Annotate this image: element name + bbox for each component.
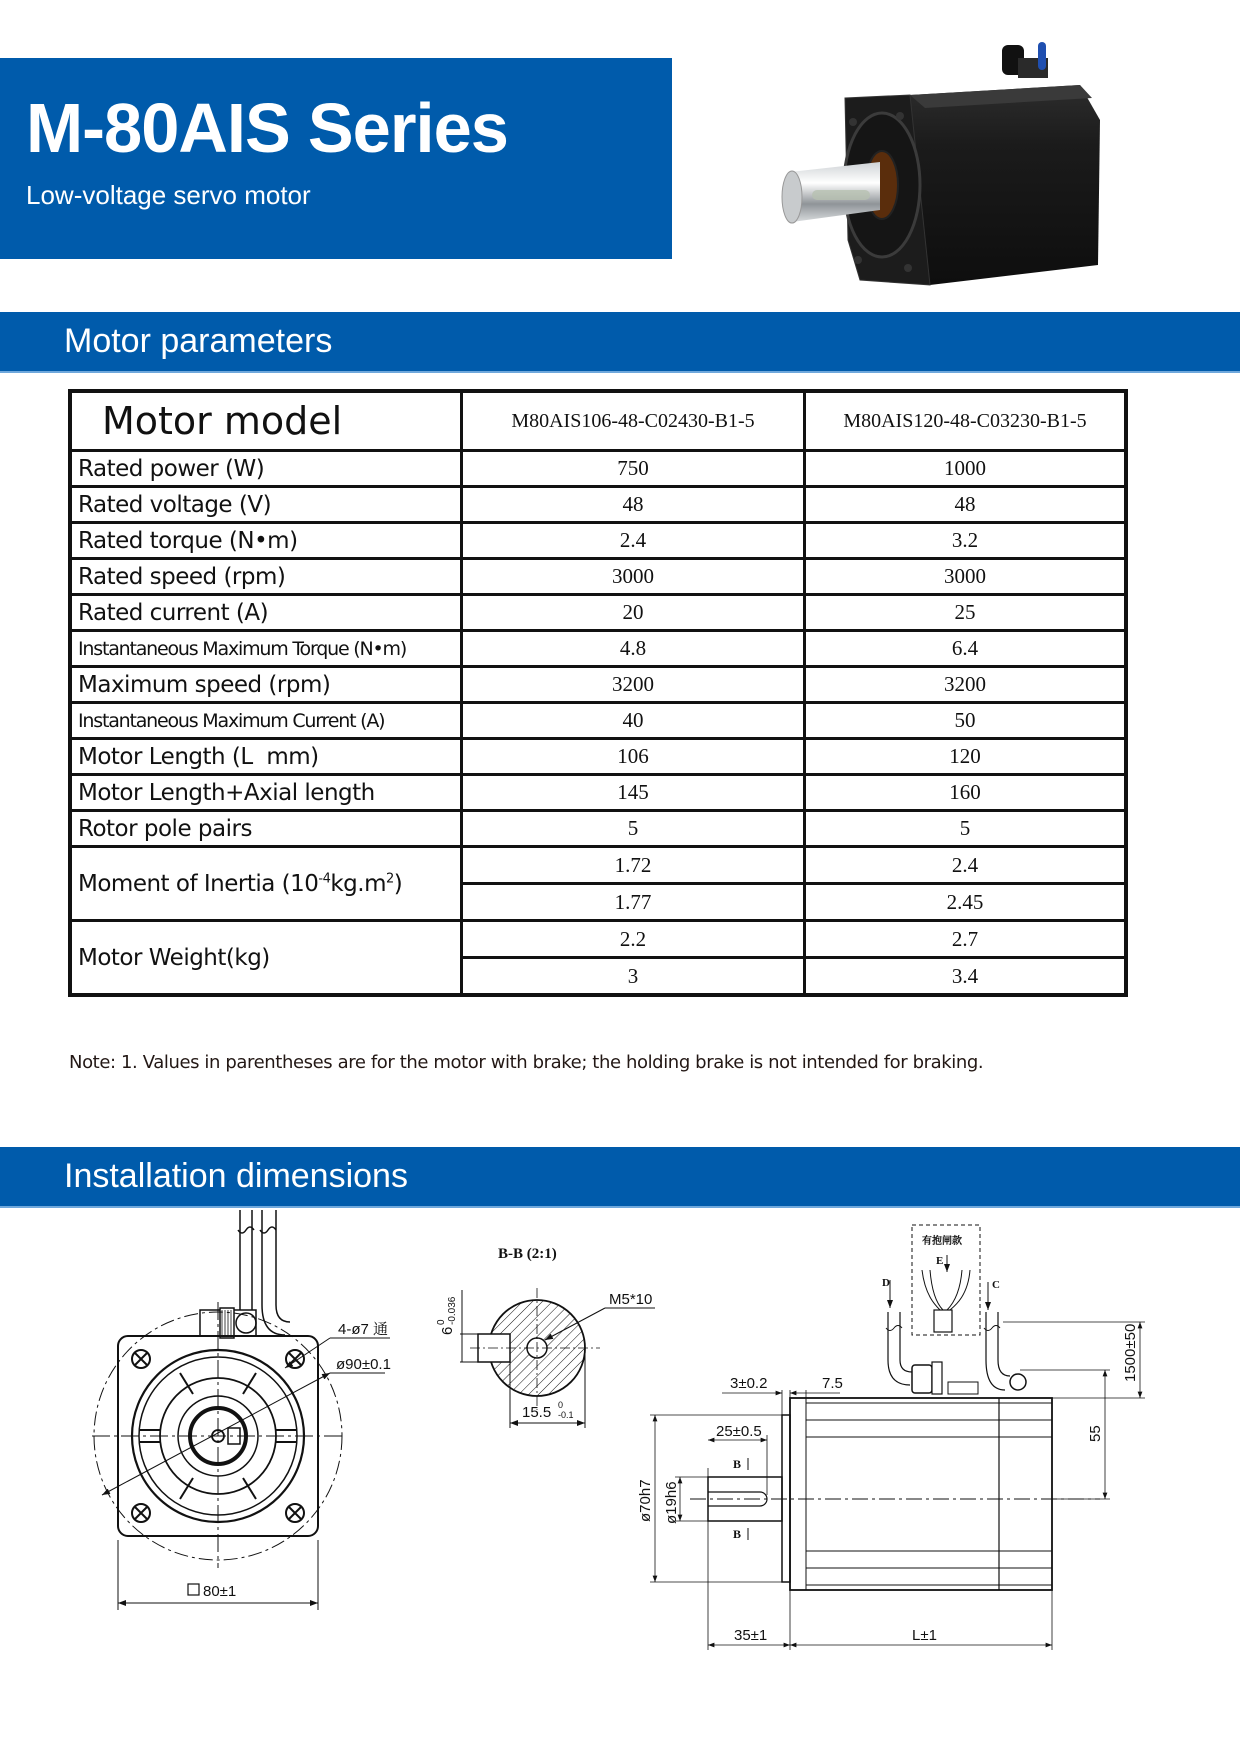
center-lines xyxy=(92,1302,345,1568)
motor-body-outline xyxy=(790,1398,1052,1590)
pcd-callout: ø90±0.1 xyxy=(336,1356,391,1373)
table-row xyxy=(70,595,1126,631)
table-row xyxy=(70,739,1126,775)
cell-value: 1.77 xyxy=(462,884,805,921)
power-connector xyxy=(912,1365,932,1393)
row-label: Rated power (W) xyxy=(70,451,462,487)
section-mark-b: B xyxy=(733,1527,742,1541)
holes-leader xyxy=(285,1338,330,1368)
cell-value: 40 xyxy=(462,703,805,739)
row-label: Rated speed (rpm) xyxy=(70,559,462,595)
depth-tol-upper: 0 xyxy=(558,1400,564,1410)
depth-text: 15.5 xyxy=(522,1404,552,1421)
height-dim: 55 xyxy=(1087,1425,1104,1442)
row-label: Rated current (A) xyxy=(70,595,462,631)
cell-value: 3200 xyxy=(805,667,1127,703)
cell-value: 3.4 xyxy=(805,958,1127,996)
motor-connector xyxy=(1002,42,1048,78)
cable-break-mark xyxy=(238,1227,276,1233)
table-row xyxy=(70,631,1126,667)
table-row xyxy=(70,451,1126,487)
row-label: Motor Length (L mm) xyxy=(70,739,462,775)
cable-length-dim: 1500±50 xyxy=(1122,1323,1139,1382)
flange-dim-text: 80±1 xyxy=(203,1583,237,1600)
power-connector-knurl xyxy=(932,1362,942,1394)
page-title: M-80AIS Series xyxy=(26,89,508,167)
row-label: Rated torque (N•m) xyxy=(70,523,462,559)
row-label: Instantaneous Maximum Torque (N•m) xyxy=(70,631,462,667)
cell-value: 120 xyxy=(805,739,1127,775)
inertia-exponent: -4 xyxy=(318,870,331,886)
section-title: Motor parameters xyxy=(64,322,333,360)
cell-value: 1.72 xyxy=(462,847,805,884)
brake-plug xyxy=(934,1310,952,1332)
row-label-weight: Motor Weight(kg) xyxy=(70,921,462,996)
label-c: C xyxy=(992,1279,1000,1291)
model-name: M80AIS106-48-C02430-B1-5 xyxy=(462,391,805,451)
row-label: Rotor pole pairs xyxy=(70,811,462,847)
key-width-text: 6 xyxy=(439,1326,456,1335)
cell-value: 106 xyxy=(462,739,805,775)
installation-drawing xyxy=(0,1210,1241,1755)
depth-tol-lower: -0.1 xyxy=(558,1410,574,1420)
page-subtitle: Low-voltage servo motor xyxy=(26,180,311,210)
cell-value: 145 xyxy=(462,775,805,811)
table-row xyxy=(70,703,1126,739)
cell-value: 2.7 xyxy=(805,921,1127,958)
cell-value: 2.4 xyxy=(462,523,805,559)
table-row-inertia xyxy=(70,847,1126,884)
inertia-unit-square: 2 xyxy=(386,870,394,886)
flange-thickness-dim: 3±0.2 xyxy=(730,1375,768,1392)
spec-table xyxy=(68,389,1128,997)
cell-value: 50 xyxy=(805,703,1127,739)
table-row xyxy=(70,667,1126,703)
motor-body xyxy=(910,85,1100,285)
section-mark-b: B xyxy=(733,1457,742,1471)
model-name: M80AIS120-48-C03230-B1-5 xyxy=(805,391,1127,451)
brake-wires xyxy=(922,1270,970,1310)
table-row xyxy=(70,775,1126,811)
key-tol-upper: 0 xyxy=(436,1319,447,1325)
row-label: Maximum speed (rpm) xyxy=(70,667,462,703)
row-label: Rated voltage (V) xyxy=(70,487,462,523)
key-length-dim: 25±0.5 xyxy=(716,1423,762,1440)
cell-value: 1000 xyxy=(805,451,1127,487)
body-fins xyxy=(806,1403,1052,1585)
section-title: B-B (2:1) xyxy=(498,1246,557,1262)
cell-value: 3.2 xyxy=(805,523,1127,559)
table-row xyxy=(70,523,1126,559)
row-label: Instantaneous Maximum Current (A) xyxy=(70,703,462,739)
row-label-inertia xyxy=(70,847,462,921)
table-header-row xyxy=(70,391,1126,451)
table-row xyxy=(70,487,1126,523)
body-length-dim: L±1 xyxy=(912,1627,937,1644)
section-installation-dimensions xyxy=(0,1147,1240,1208)
table-row-weight xyxy=(70,921,1126,958)
cell-value: 25 xyxy=(805,595,1127,631)
encoder-connector xyxy=(1010,1374,1026,1390)
thread-callout: M5*10 xyxy=(609,1291,653,1308)
front-view xyxy=(92,1210,391,1610)
cell-value: 3000 xyxy=(805,559,1127,595)
spigot xyxy=(782,1415,790,1582)
cell-value: 160 xyxy=(805,775,1127,811)
inertia-label-text: Moment of Inertia (10 xyxy=(78,870,319,897)
power-cable xyxy=(888,1312,912,1385)
cell-value: 4.8 xyxy=(462,631,805,667)
row-label: Motor Length+Axial length xyxy=(70,775,462,811)
side-view xyxy=(637,1225,1145,1650)
cell-value: 2.45 xyxy=(805,884,1127,921)
cell-value: 48 xyxy=(462,487,805,523)
cell-value: 3 xyxy=(462,958,805,996)
encoder-cable xyxy=(986,1312,1010,1390)
table-row xyxy=(70,559,1126,595)
cable-break-mark xyxy=(886,1326,1000,1331)
cell-value: 20 xyxy=(462,595,805,631)
connector-base xyxy=(948,1382,978,1394)
spigot-dim: ø70h7 xyxy=(637,1479,654,1522)
holes-callout: 4-ø7 通 xyxy=(338,1321,389,1338)
key-tol-lower: -0.036 xyxy=(447,1296,458,1325)
cell-value: 48 xyxy=(805,487,1127,523)
brake-option-label: 有抱闸款 xyxy=(922,1236,962,1247)
label-d: D xyxy=(882,1277,890,1289)
cell-value: 6.4 xyxy=(805,631,1127,667)
cell-value: 3000 xyxy=(462,559,805,595)
section-motor-parameters xyxy=(0,312,1240,373)
cell-value: 3200 xyxy=(462,667,805,703)
table-row xyxy=(70,811,1126,847)
cell-value: 5 xyxy=(805,811,1127,847)
cell-value: 5 xyxy=(462,811,805,847)
cell-value: 2.4 xyxy=(805,847,1127,884)
inertia-unit: kg.m xyxy=(330,870,386,897)
servo-motor-photo-icon xyxy=(770,40,1130,290)
section-view xyxy=(436,1246,655,1428)
label-e: E xyxy=(936,1255,944,1267)
table-note: Note: 1. Values in parentheses are for the motor with brake; the holding brake is not intended for braking. xyxy=(69,1052,984,1073)
connector-elbow xyxy=(236,1313,256,1333)
square-symbol-icon xyxy=(188,1584,199,1595)
cell-value: 750 xyxy=(462,451,805,487)
cell-value: 2.2 xyxy=(462,921,805,958)
dim-7-5: 7.5 xyxy=(822,1375,843,1392)
inertia-label-close: ) xyxy=(393,870,403,897)
shaft-length-dim: 35±1 xyxy=(734,1627,768,1644)
header-label: Motor model xyxy=(70,391,462,451)
shaft-dim: ø19h6 xyxy=(663,1481,680,1524)
section-title: Installation dimensions xyxy=(64,1157,408,1195)
header-banner xyxy=(0,58,672,259)
